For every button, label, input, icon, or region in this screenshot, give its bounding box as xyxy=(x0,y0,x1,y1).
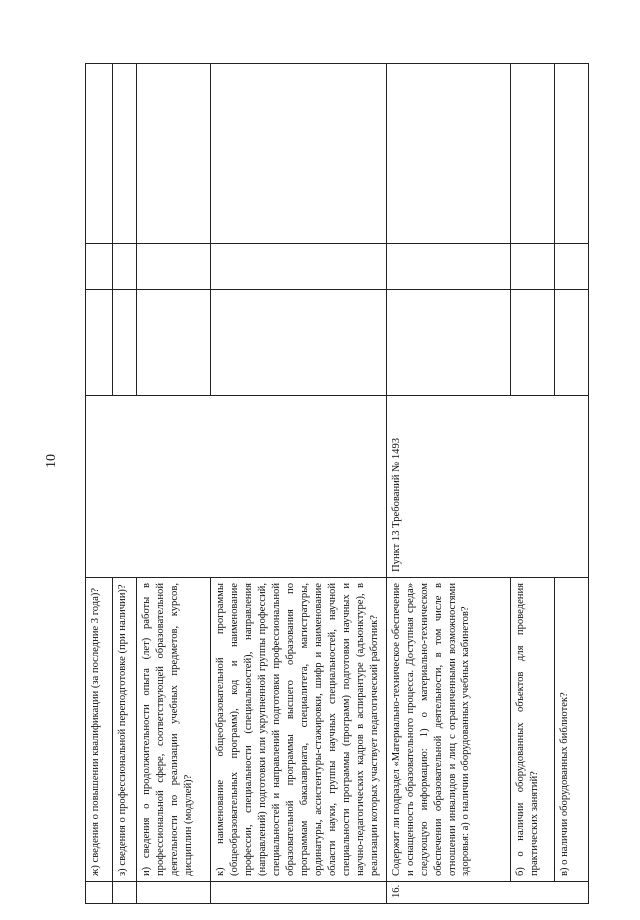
reference-cell xyxy=(86,396,387,578)
question-text: к) наименование общеобразовательной программы (общеобразовательных программ), код и наименование профессии, специальности (специальностей), направления (направлений) подготовки или укрупненной группы профессий, специальностей и направлений подготовки профессиональной образовательной программы высшего образования по программам бакалавриата, специалитета, магистратуры, ординатуры, ассистентуры-стажировки, шифр и наименование области науки, группы научных специальностей, научной специальности программы (программ) подготовки научных и научно-педагогических кадров в аспирантуре (адъюнктуре), в реализации которых участвует педагогический работник? xyxy=(211,578,387,882)
row-number xyxy=(137,882,211,904)
answer-cell xyxy=(137,290,211,396)
row-number: 16. xyxy=(386,882,588,904)
question-text: з) сведения о профессиональной переподготовке (при наличии)? xyxy=(113,578,137,882)
answer-cell xyxy=(86,290,113,396)
question-text: в) о наличии оборудованных библиотек? xyxy=(554,578,588,882)
rotated-table-wrapper xyxy=(85,64,640,904)
question-text: ж) сведения о повышении квалификации (за последние 3 года)? xyxy=(86,578,113,882)
answer-cell xyxy=(554,244,588,290)
checklist-table xyxy=(85,63,589,904)
answer-cell xyxy=(211,244,387,290)
answer-cell xyxy=(113,290,137,396)
question-text: Содержит ли подраздел «Материально-техническое обеспечение и оснащенность образовательного процесса. Доступная среда» следующую информацию: 1) о материально-техническом обеспечении образовательной деятельности, в том числе в отношении инвалидов и лиц с ограниченными возможностями здоровья: а) о наличии оборудованных учебных кабинетов? xyxy=(386,578,510,882)
note-cell xyxy=(86,64,113,244)
table-row xyxy=(386,64,510,904)
table-frame xyxy=(85,64,640,904)
answer-cell xyxy=(86,244,113,290)
answer-cell xyxy=(113,244,137,290)
row-number xyxy=(86,882,113,904)
row-number xyxy=(113,882,137,904)
answer-cell xyxy=(211,290,387,396)
answer-cell xyxy=(386,290,510,396)
question-text: и) сведения о продолжительности опыта (лет) работы в профессиональной сфере, соответствующей образовательной деятельности по реализации учебных предметов, курсов, дисциплин (модулей)? xyxy=(137,578,211,882)
reference-cell: Пункт 13 Требований № 1493 xyxy=(386,396,588,578)
row-number xyxy=(211,882,387,904)
note-cell xyxy=(211,64,387,244)
note-cell xyxy=(554,64,588,244)
question-text: б) о наличии оборудованных объектов для проведения практических занятий? xyxy=(510,578,554,882)
answer-cell xyxy=(510,290,554,396)
answer-cell xyxy=(554,290,588,396)
answer-cell xyxy=(386,244,510,290)
answer-cell xyxy=(137,244,211,290)
note-cell xyxy=(137,64,211,244)
note-cell xyxy=(113,64,137,244)
note-cell xyxy=(386,64,510,244)
page-number: 10 xyxy=(44,454,59,468)
note-cell xyxy=(510,64,554,244)
table-row xyxy=(86,64,113,904)
answer-cell xyxy=(510,244,554,290)
